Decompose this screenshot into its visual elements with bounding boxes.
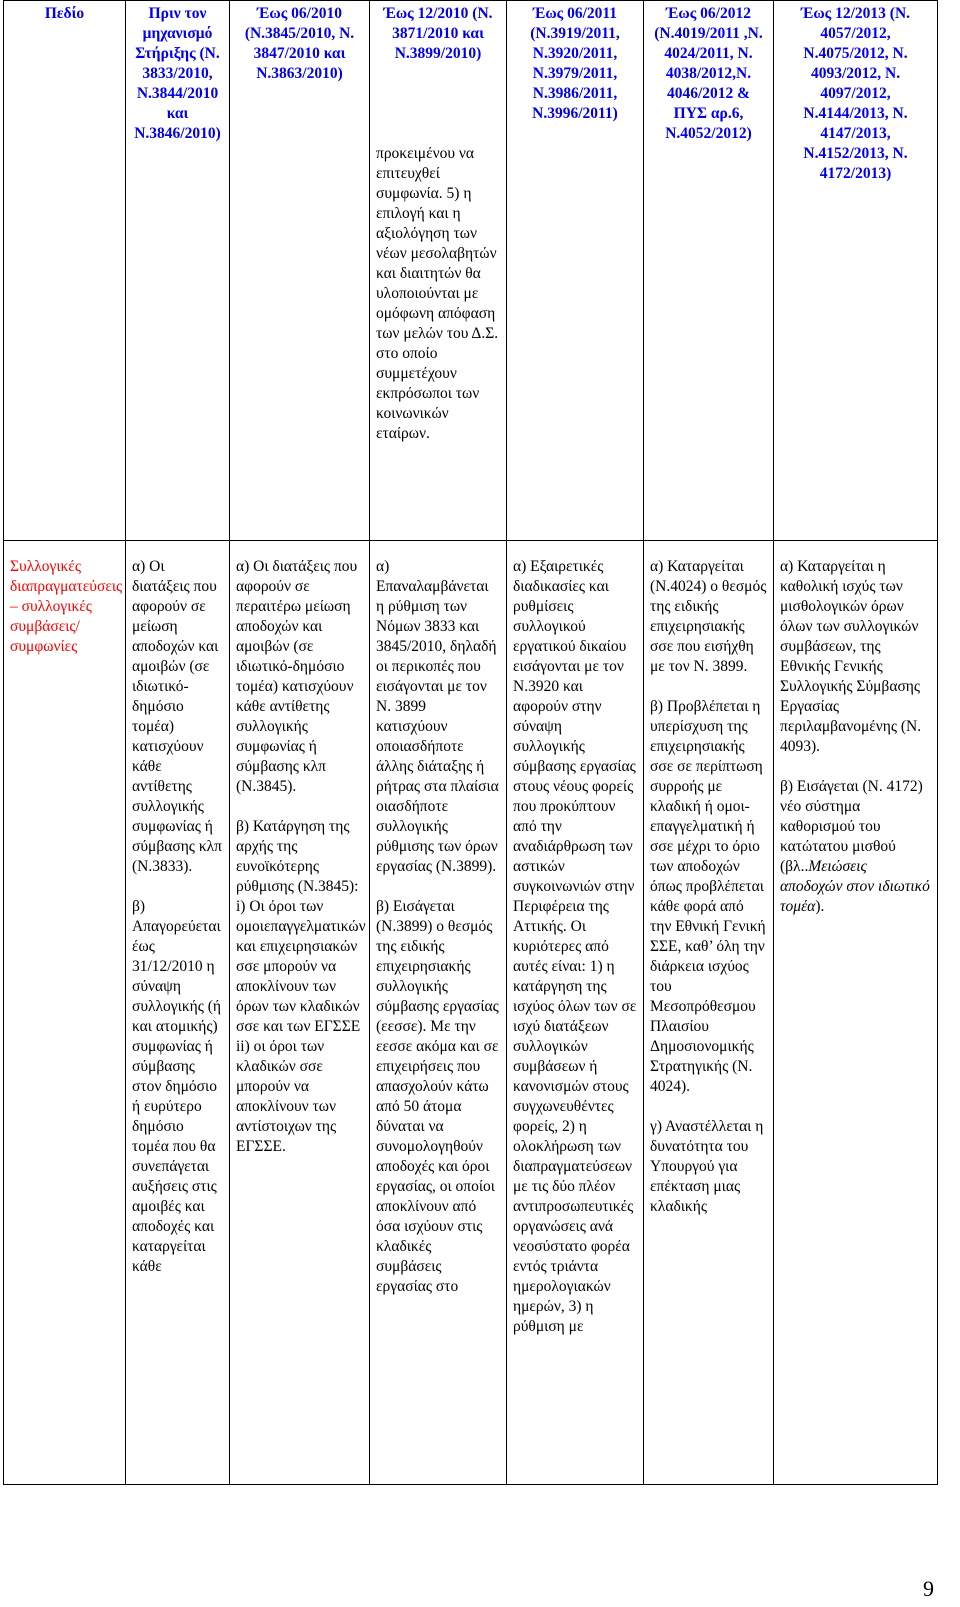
col7-cross-reference: Μειώσεις αποδοχών στον ιδιωτικό τομέα: [780, 858, 930, 915]
col4-continuation-text: προκειμένου να επιτευχθεί συμφωνία. 5) η επιλογή και η αξιολόγηση των νέων μεσολαβητών και διαιτητών θα υλοποιούνται με ομόφωνη απόφαση των μελών του Δ.Σ. στο οποίο συμμετέχουν εκπρόσωποι των κοινωνικών εταίρων.: [376, 145, 499, 442]
col6-point-b: β) Προβλέπεται η υπερίσχυση της επιχειρησιακής σσε σε περίπτωση συρροής με κλαδική ή ομοι-επαγγελματική ή σσε μέχρι το όριο των αποδοχών όπως προβλέπεται κάθε φορά από την Εθνική Γενική ΣΣΕ, καθ’ όλη την διάρκεια ισχύος του Μεσοπρόθεσμου Πλαισίου Δημοσιονομικής Στρατηγικής (Ν. 4024).: [650, 698, 766, 1095]
col-12-2010: [370, 541, 507, 1485]
row-label: Συλλογικές διαπραγματεύσεις – συλλογικές συμβάσεις/ συμφωνίες: [4, 541, 126, 1485]
col2-point-b: β) Απαγορεύεται έως 31/12/2010 η σύναψη συλλογικής (ή και ατομικής) συμφωνίας ή σύμβασης στον δημόσιο ή ευρύτερο δημόσιο τομέα που θα συνεπάγεται αυξήσεις στις αμοιβές και αποδοχές και καταργείται κάθε: [132, 898, 222, 1275]
col7-point-b: [780, 777, 931, 917]
col-06-2010: [230, 541, 370, 1485]
col4-point-a: α) Επαναλαμβάνεται η ρύθμιση των Νόμων 3833 και 3845/2010, δηλαδή οι περικοπές που εισάγονται με τον Ν. 3899 κατισχύουν οποιασδήποτε άλλης διάταξης ή ρήτρας στα πλαίσια οιασδήποτε συλλογικής ρύθμισης των όρων εργασίας (Ν.3899).: [376, 558, 499, 875]
header-06-2010: Έως 06/2010 (Ν.3845/2010, Ν. 3847/2010 και Ν.3863/2010): [230, 1, 370, 541]
col-before-support: [126, 541, 230, 1485]
header-row: [4, 1, 938, 541]
page-number: 9: [923, 1576, 934, 1601]
col2-point-a: α) Οι διατάξεις που αφορούν σε μείωση αποδοχών και αμοιβών (σε ιδιωτικό-δημόσιο τομέα) κατισχύουν κάθε αντίθετης συλλογικής συμφωνίας ή σύμβασης κλπ (Ν.3833).: [132, 558, 222, 875]
col6-point-c: γ) Αναστέλλεται η δυνατότητα του Υπουργού για επέκταση μιας κλαδικής: [650, 1118, 764, 1215]
col4-point-b: β) Εισάγεται (Ν.3899) ο θεσμός της ειδικής επιχειρησιακής συλλογικής σύμβασης εργασίας (εεσσε). Με την εεσσε ακόμα και σε επιχειρήσεις που απασχολούν κάτω από 50 άτομα δύναται να συνομολογηθούν αποδοχές και όροι εργασίας, οι οποίοι αποκλίνουν από όσα ισχύουν στις κλαδικές συμβάσεις εργασίας στο: [376, 898, 499, 1295]
col7-point-b-text: β) Εισάγεται (Ν. 4172) νέο σύστημα καθορισμού του κατώτατου μισθού (βλ..: [780, 778, 923, 875]
header-12-2010-cell: [370, 1, 507, 541]
collective-bargaining-row: [4, 541, 938, 1485]
col3-point-b: β) Κατάργηση της αρχής της ευνοϊκότερης ρύθμισης (Ν.3845): i) Οι όροι των ομοιεπαγγελματικών και επιχειρησιακών σσε μπορούν να αποκλίνουν των όρων των κλαδικών σσε και των ΕΓΣΣΕ ii) οι όροι των κλαδικών σσε μπορούν να αποκλίνουν των αντίστοιχων της ΕΓΣΣΕ.: [236, 818, 366, 1155]
header-06-2012: Έως 06/2012 (Ν.4019/2011 ,Ν. 4024/2011, Ν. 4038/2012,Ν. 4046/2012 & ΠΥΣ αρ.6, Ν.4052/2012): [644, 1, 774, 541]
col5-point-a: α) Εξαιρετικές διαδικασίες και ρυθμίσεις συλλογικού εργατικού δικαίου εισάγονται με τον Ν.3920 και αφορούν στην σύναψη συλλογικής σύμβασης εργασίας στους νέους φορείς που προκύπτουν από την αναδιάρθρωση των αστικών συγκοινωνιών στην Περιφέρεια της Αττικής. Οι κυριότερες από αυτές είναι: 1) η κατάργηση της ισχύος όλων των σε ισχύ διατάξεων συλλογικών συμβάσεων ή κανονισμών στους συγχωνευθέντες φορείς, 2) η ολοκλήρωση των διαπραγματεύσεων με τις δύο πλέον αντιπροσωπευτικές οργανώσεις ανά νεοσύστατο φορέα εντός τριάντα ημερολογιακών ημερών, 3) η ρύθμιση με: [513, 558, 637, 1335]
legislation-table: [3, 0, 938, 1485]
header-before-support: Πριν τον μηχανισμό Στήριξης (Ν. 3833/2010, Ν.3844/2010 και Ν.3846/2010): [126, 1, 230, 541]
col7-point-b-end: ).: [815, 898, 825, 915]
col-12-2013: [774, 541, 938, 1485]
header-06-2011: Έως 06/2011 (Ν.3919/2011, Ν.3920/2011, Ν.3979/2011, Ν.3986/2011, Ν.3996/2011): [507, 1, 644, 541]
col-06-2012: [644, 541, 774, 1485]
col7-point-a: α) Καταργείται η καθολική ισχύς των μισθολογικών όρων όλων των συλλογικών συμβάσεων, της Εθνικής Γενικής Συλλογικής Σύμβασης Εργασίας περιλαμβανομένης (Ν. 4093).: [780, 558, 922, 755]
header-12-2013: Έως 12/2013 (Ν. 4057/2012, Ν.4075/2012, Ν. 4093/2012, Ν. 4097/2012, Ν.4144/2013, Ν. 4147/2013, Ν.4152/2013, Ν. 4172/2013): [774, 1, 938, 541]
header-12-2010: Έως 12/2010 (Ν. 3871/2010 και Ν.3899/2010): [383, 5, 493, 62]
col3-point-a: α) Οι διατάξεις που αφορούν σε περαιτέρω μείωση αποδοχών και αμοιβών (σε ιδιωτικό-δημόσιο τομέα) κατισχύουν κάθε αντίθετης συλλογικής συμφωνίας ή σύμβασης κλπ (Ν.3845).: [236, 558, 358, 795]
header-field: Πεδίο: [4, 1, 126, 541]
col6-point-a: α) Καταργείται (Ν.4024) ο θεσμός της ειδικής επιχειρησιακής σσε που εισήχθη με τον Ν. 3899.: [650, 558, 767, 675]
col-06-2011: [507, 541, 644, 1485]
